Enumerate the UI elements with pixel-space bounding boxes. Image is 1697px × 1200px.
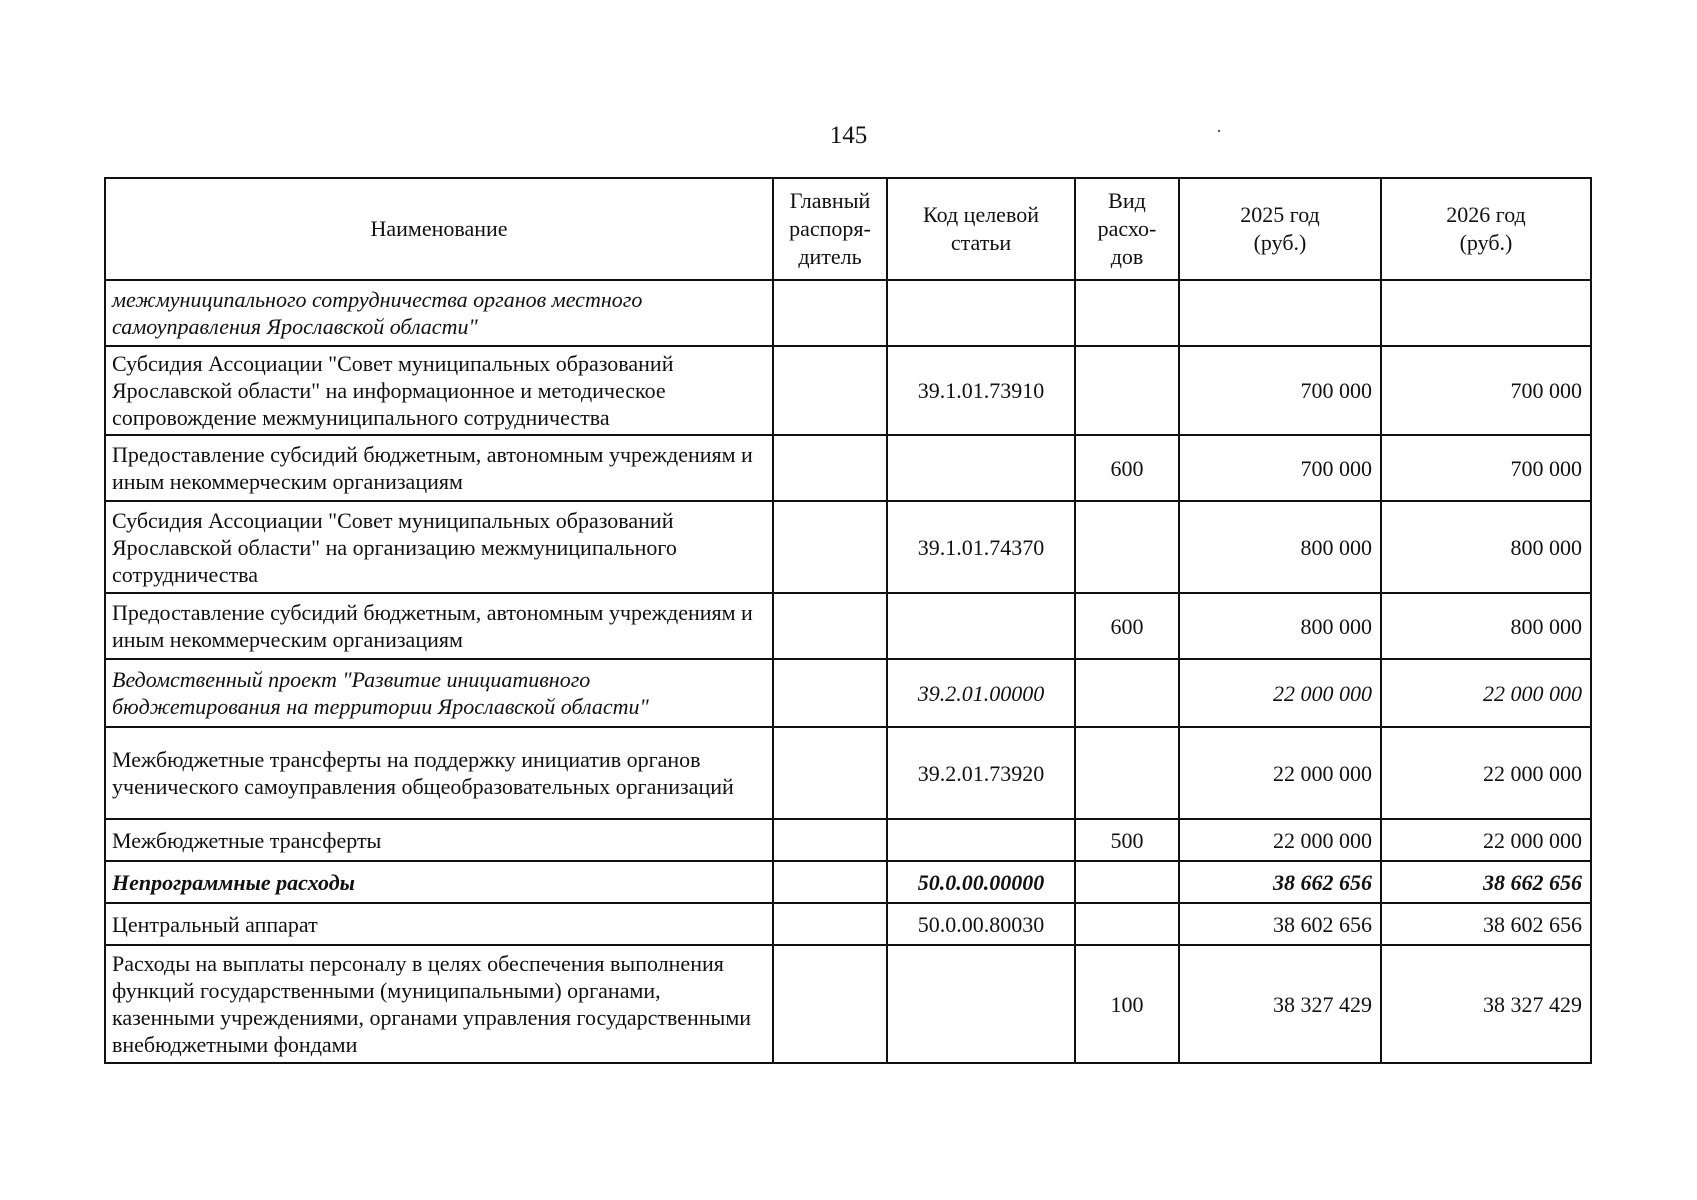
row-manager-cell <box>773 727 887 819</box>
row-name-cell: Непрограммные расходы <box>105 861 773 903</box>
table-body <box>105 280 1591 1063</box>
table-row <box>105 727 1591 819</box>
row-kind-cell: 100 <box>1075 945 1179 1063</box>
row-manager-cell <box>773 903 887 945</box>
row-manager-cell <box>773 435 887 501</box>
row-kind-cell: 600 <box>1075 435 1179 501</box>
row-kind-cell: 600 <box>1075 593 1179 659</box>
row-kind-cell <box>1075 903 1179 945</box>
page-number: 145 <box>829 122 868 149</box>
row-kind-cell: 500 <box>1075 819 1179 861</box>
row-code-cell: 39.2.01.73920 <box>887 727 1075 819</box>
table-row <box>105 861 1591 903</box>
header-code: Код целевой статьи <box>887 178 1075 280</box>
row-manager-cell <box>773 501 887 593</box>
scan-speck <box>1218 130 1220 132</box>
row-code-cell: 50.0.00.80030 <box>887 903 1075 945</box>
row-manager-cell <box>773 346 887 435</box>
header-kind: Вид расхо- дов <box>1075 178 1179 280</box>
row-name-cell: Субсидия Ассоциации "Совет муниципальных образований Ярославской области" на организацию межмуниципального сотрудничества <box>105 501 773 593</box>
row-2026-cell: 22 000 000 <box>1381 819 1591 861</box>
row-2026-cell: 38 327 429 <box>1381 945 1591 1063</box>
table-header-row <box>105 178 1591 280</box>
row-2025-cell: 800 000 <box>1179 593 1381 659</box>
row-manager-cell <box>773 819 887 861</box>
row-2026-cell: 800 000 <box>1381 501 1591 593</box>
row-manager-cell <box>773 280 887 346</box>
row-2026-cell: 38 602 656 <box>1381 903 1591 945</box>
row-name-cell: Ведомственный проект "Развитие инициативного бюджетирования на территории Ярославской области" <box>105 659 773 727</box>
row-2025-cell: 800 000 <box>1179 501 1381 593</box>
row-name-cell: Субсидия Ассоциации "Совет муниципальных образований Ярославской области" на информационное и методическое сопровождение межмуниципального сотрудничества <box>105 346 773 435</box>
row-name-cell: Межбюджетные трансферты <box>105 819 773 861</box>
row-2025-cell: 22 000 000 <box>1179 819 1381 861</box>
header-2025: 2025 год (руб.) <box>1179 178 1381 280</box>
row-name-cell: Центральный аппарат <box>105 903 773 945</box>
table-row <box>105 593 1591 659</box>
row-2026-cell: 700 000 <box>1381 435 1591 501</box>
row-code-cell: 39.1.01.74370 <box>887 501 1075 593</box>
row-kind-cell <box>1075 861 1179 903</box>
table-row <box>105 819 1591 861</box>
row-kind-cell <box>1075 727 1179 819</box>
row-2025-cell: 38 602 656 <box>1179 903 1381 945</box>
row-2025-cell <box>1179 280 1381 346</box>
table-row <box>105 280 1591 346</box>
row-kind-cell <box>1075 280 1179 346</box>
row-name-cell: Расходы на выплаты персоналу в целях обеспечения выполнения функций государственными (муниципальными) органами, казенными учреждениями, органами управления государственными внебюджетными фондами <box>105 945 773 1063</box>
row-2026-cell: 800 000 <box>1381 593 1591 659</box>
row-manager-cell <box>773 659 887 727</box>
row-name-cell: Предоставление субсидий бюджетным, автономным учреждениям и иным некоммерческим организациям <box>105 593 773 659</box>
table-row <box>105 945 1591 1063</box>
header-manager: Главный распоря- дитель <box>773 178 887 280</box>
table-row <box>105 501 1591 593</box>
row-2025-cell: 38 662 656 <box>1179 861 1381 903</box>
row-kind-cell <box>1075 659 1179 727</box>
header-2026: 2026 год (руб.) <box>1381 178 1591 280</box>
row-2026-cell: 38 662 656 <box>1381 861 1591 903</box>
row-code-cell: 39.2.01.00000 <box>887 659 1075 727</box>
row-code-cell: 50.0.00.00000 <box>887 861 1075 903</box>
row-code-cell <box>887 819 1075 861</box>
row-code-cell <box>887 593 1075 659</box>
table-row <box>105 659 1591 727</box>
row-2025-cell: 22 000 000 <box>1179 727 1381 819</box>
row-2025-cell: 700 000 <box>1179 346 1381 435</box>
row-code-cell <box>887 435 1075 501</box>
row-2025-cell: 700 000 <box>1179 435 1381 501</box>
row-name-cell: Межбюджетные трансферты на поддержку инициатив органов ученического самоуправления общеобразовательных организаций <box>105 727 773 819</box>
row-manager-cell <box>773 945 887 1063</box>
row-name-cell: Предоставление субсидий бюджетным, автономным учреждениям и иным некоммерческим организациям <box>105 435 773 501</box>
row-2025-cell: 38 327 429 <box>1179 945 1381 1063</box>
row-2026-cell: 22 000 000 <box>1381 727 1591 819</box>
row-manager-cell <box>773 861 887 903</box>
row-code-cell <box>887 280 1075 346</box>
table-row <box>105 903 1591 945</box>
budget-table <box>104 177 1592 1064</box>
row-2026-cell <box>1381 280 1591 346</box>
table-row <box>105 435 1591 501</box>
row-code-cell: 39.1.01.73910 <box>887 346 1075 435</box>
row-name-cell: межмуниципального сотрудничества органов местного самоуправления Ярославской области" <box>105 280 773 346</box>
row-2026-cell: 700 000 <box>1381 346 1591 435</box>
row-2025-cell: 22 000 000 <box>1179 659 1381 727</box>
row-2026-cell: 22 000 000 <box>1381 659 1591 727</box>
table-row <box>105 346 1591 435</box>
row-manager-cell <box>773 593 887 659</box>
header-name: Наименование <box>105 178 773 280</box>
row-kind-cell <box>1075 346 1179 435</box>
row-code-cell <box>887 945 1075 1063</box>
row-kind-cell <box>1075 501 1179 593</box>
